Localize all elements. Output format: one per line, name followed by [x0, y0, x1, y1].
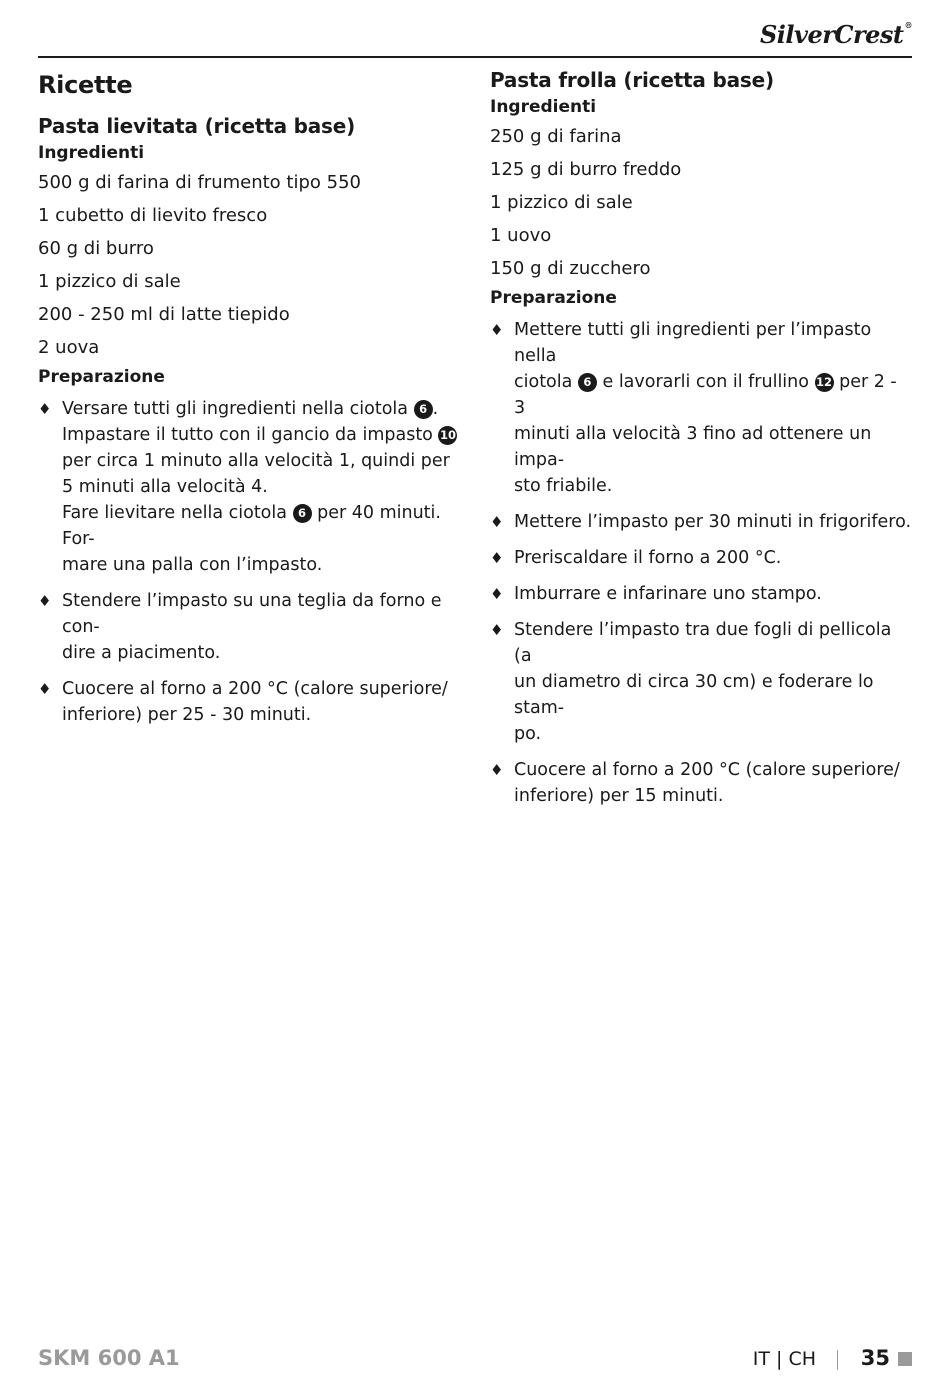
right-column — [490, 66, 912, 819]
locale-label: IT | CH — [752, 1348, 816, 1370]
model-number: SKM 600 A1 — [38, 1346, 180, 1370]
diamond-bullet-icon: ♦ — [490, 513, 504, 531]
diamond-bullet-icon: ♦ — [490, 621, 504, 639]
silvercrest-logo: SilverCrest® — [759, 20, 912, 49]
callout-number-icon: 10 — [438, 426, 457, 445]
header-rule — [38, 56, 912, 58]
ingredient-item: 1 pizzico di sale — [38, 271, 181, 292]
page-number: 35 — [860, 1346, 890, 1370]
ingredient-item: 1 cubetto di lievito fresco — [38, 205, 268, 226]
ingredients-list — [38, 166, 458, 364]
step-item: ♦ Cuocere al forno a 200 °C (calore superiore/ inferiore) per 25 - 30 minuti. — [38, 676, 458, 728]
diamond-bullet-icon: ♦ — [490, 585, 504, 603]
ingredients-list — [490, 120, 912, 285]
diamond-bullet-icon: ♦ — [490, 321, 504, 339]
step-item: ♦ Mettere tutti gli ingredienti per l’impasto nella ciotola 6 e lavorarli con il frullino 12 per 2 - 3 minuti alla velocità 3 fino ad ottenere un impa- sto friabile. — [490, 317, 912, 499]
step-item: ♦ Stendere l’impasto su una teglia da forno e con- dire a piacimento. — [38, 588, 458, 666]
diamond-bullet-icon: ♦ — [38, 400, 52, 418]
ingredients-heading: Ingredienti — [38, 143, 145, 163]
recipe-title-pasta-frolla: Pasta frolla (ricetta base) — [490, 68, 774, 92]
diamond-bullet-icon: ♦ — [38, 592, 52, 610]
diamond-bullet-icon: ♦ — [38, 680, 52, 698]
step-item: ♦ Stendere l’impasto tra due fogli di pellicola (a un diametro di circa 30 cm) e foderare lo stam- po. — [490, 617, 912, 747]
ingredient-item: 125 g di burro freddo — [490, 159, 682, 180]
callout-number-icon: 12 — [815, 373, 834, 392]
footer-divider — [837, 1350, 838, 1370]
callout-number-icon: 6 — [414, 400, 433, 419]
ingredient-item: 500 g di farina di frumento tipo 550 — [38, 172, 361, 193]
page-marker-icon — [898, 1352, 912, 1366]
preparation-heading: Preparazione — [38, 367, 165, 387]
ingredient-item: 1 pizzico di sale — [490, 192, 633, 213]
preparation-steps — [490, 317, 912, 809]
ingredient-item: 200 - 250 ml di latte tiepido — [38, 304, 290, 325]
step-item: ♦ Preriscaldare il forno a 200 °C. — [490, 545, 912, 571]
ingredient-item: 2 uova — [38, 337, 100, 358]
diamond-bullet-icon: ♦ — [490, 761, 504, 779]
left-column — [38, 66, 458, 738]
ingredient-item: 150 g di zucchero — [490, 258, 651, 279]
recipe-title-pasta-lievitata: Pasta lievitata (ricetta base) — [38, 114, 356, 138]
preparation-steps — [38, 396, 458, 728]
page-title: Ricette — [38, 71, 133, 99]
ingredient-item: 60 g di burro — [38, 238, 154, 259]
step-item: ♦ Cuocere al forno a 200 °C (calore superiore/ inferiore) per 15 minuti. — [490, 757, 912, 809]
ingredient-item: 1 uovo — [490, 225, 552, 246]
ingredient-item: 250 g di farina — [490, 126, 622, 147]
page-footer — [38, 1346, 912, 1376]
preparation-heading: Preparazione — [490, 288, 617, 308]
step-item: ♦ Imburrare e infarinare uno stampo. — [490, 581, 912, 607]
step-item: ♦ Mettere l’impasto per 30 minuti in frigorifero. — [490, 509, 912, 535]
callout-number-icon: 6 — [293, 504, 312, 523]
ingredients-heading: Ingredienti — [490, 97, 597, 117]
diamond-bullet-icon: ♦ — [490, 549, 504, 567]
step-item: ♦ Versare tutti gli ingredienti nella ciotola 6 . Impastare il tutto con il gancio da impasto 10 per circa 1 minuto alla velocità 1, quindi per 5 minuti alla velocità 4. Fare lievitare nella ciotola 6 per 40 minuti. For- mare una palla con l’impasto. — [38, 396, 458, 578]
callout-number-icon: 6 — [578, 373, 597, 392]
